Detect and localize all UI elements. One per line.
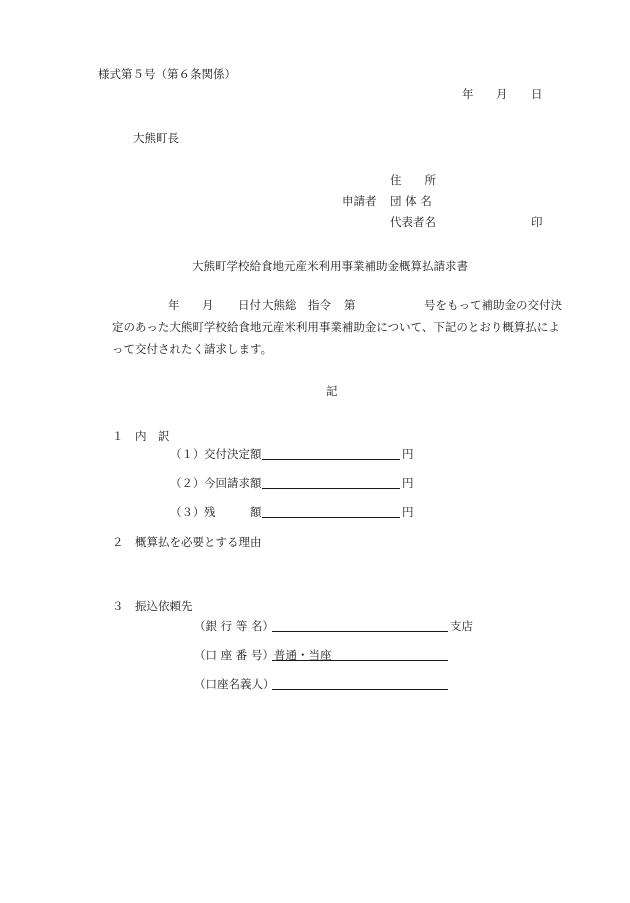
- addressee: 大熊町長: [133, 131, 179, 145]
- applicant-role-label: 申請者: [342, 194, 377, 208]
- body-directive: 指令: [308, 298, 331, 312]
- date-year-label: 年: [462, 87, 474, 101]
- form-number: 様式第５号（第６条関係）: [98, 67, 236, 81]
- bank-name-line: [272, 631, 448, 632]
- account-holder-label: （口座名義人）: [194, 677, 275, 691]
- section1-heading: １ 内 訳: [112, 429, 170, 443]
- document-title: 大熊町学校給食地元産米利用事業補助金概算払請求書: [192, 259, 468, 273]
- representative-label: 代表者名: [390, 215, 436, 229]
- ki-heading: 記: [326, 384, 338, 398]
- row2-amount-line: [262, 488, 400, 489]
- row1-number: （１）: [170, 447, 205, 461]
- body-year: 年: [168, 298, 180, 312]
- row3-unit: 円: [402, 505, 414, 519]
- row2-unit: 円: [402, 476, 414, 490]
- section2-heading: ２ 概算払を必要とする理由: [112, 535, 262, 549]
- row2-number: （２）: [170, 476, 205, 490]
- organization-label: 団 体 名: [390, 194, 432, 208]
- date-month-label: 月: [496, 87, 508, 101]
- seal-mark: 印: [531, 215, 543, 229]
- body-line3: って交付されたく請求します。: [112, 342, 273, 356]
- bank-label: （銀 行 等 名）: [194, 619, 274, 633]
- date-day-label: 日: [531, 87, 543, 101]
- account-holder-line: [272, 689, 448, 690]
- account-type: 普通・当座: [274, 648, 332, 662]
- body-paragraph: [98, 294, 578, 360]
- branch-label: 支店: [450, 619, 473, 633]
- row1-label: 交付決定額: [204, 447, 262, 461]
- body-no-prefix: 第: [344, 298, 356, 312]
- row1-amount-line: [262, 459, 400, 460]
- address-label: 住 所: [390, 173, 436, 187]
- row3-number: （３）: [170, 505, 205, 519]
- row3-label: 残 額: [204, 505, 262, 519]
- body-line1-rest: 号をもって補助金の交付決: [424, 298, 562, 312]
- row1-unit: 円: [402, 447, 414, 461]
- body-dated: 日付: [238, 298, 261, 312]
- section3-heading: ３ 振込依頼先: [112, 599, 193, 613]
- body-line2: 定のあった大熊町学校給食地元産米利用事業補助金について、下記のとおり概算払によ: [112, 320, 560, 334]
- row3-amount-line: [262, 517, 400, 518]
- body-month: 月: [202, 298, 214, 312]
- account-number-label: （口 座 番 号）: [194, 648, 274, 662]
- row2-label: 今回請求額: [204, 476, 262, 490]
- body-office: 大熊総: [262, 298, 297, 312]
